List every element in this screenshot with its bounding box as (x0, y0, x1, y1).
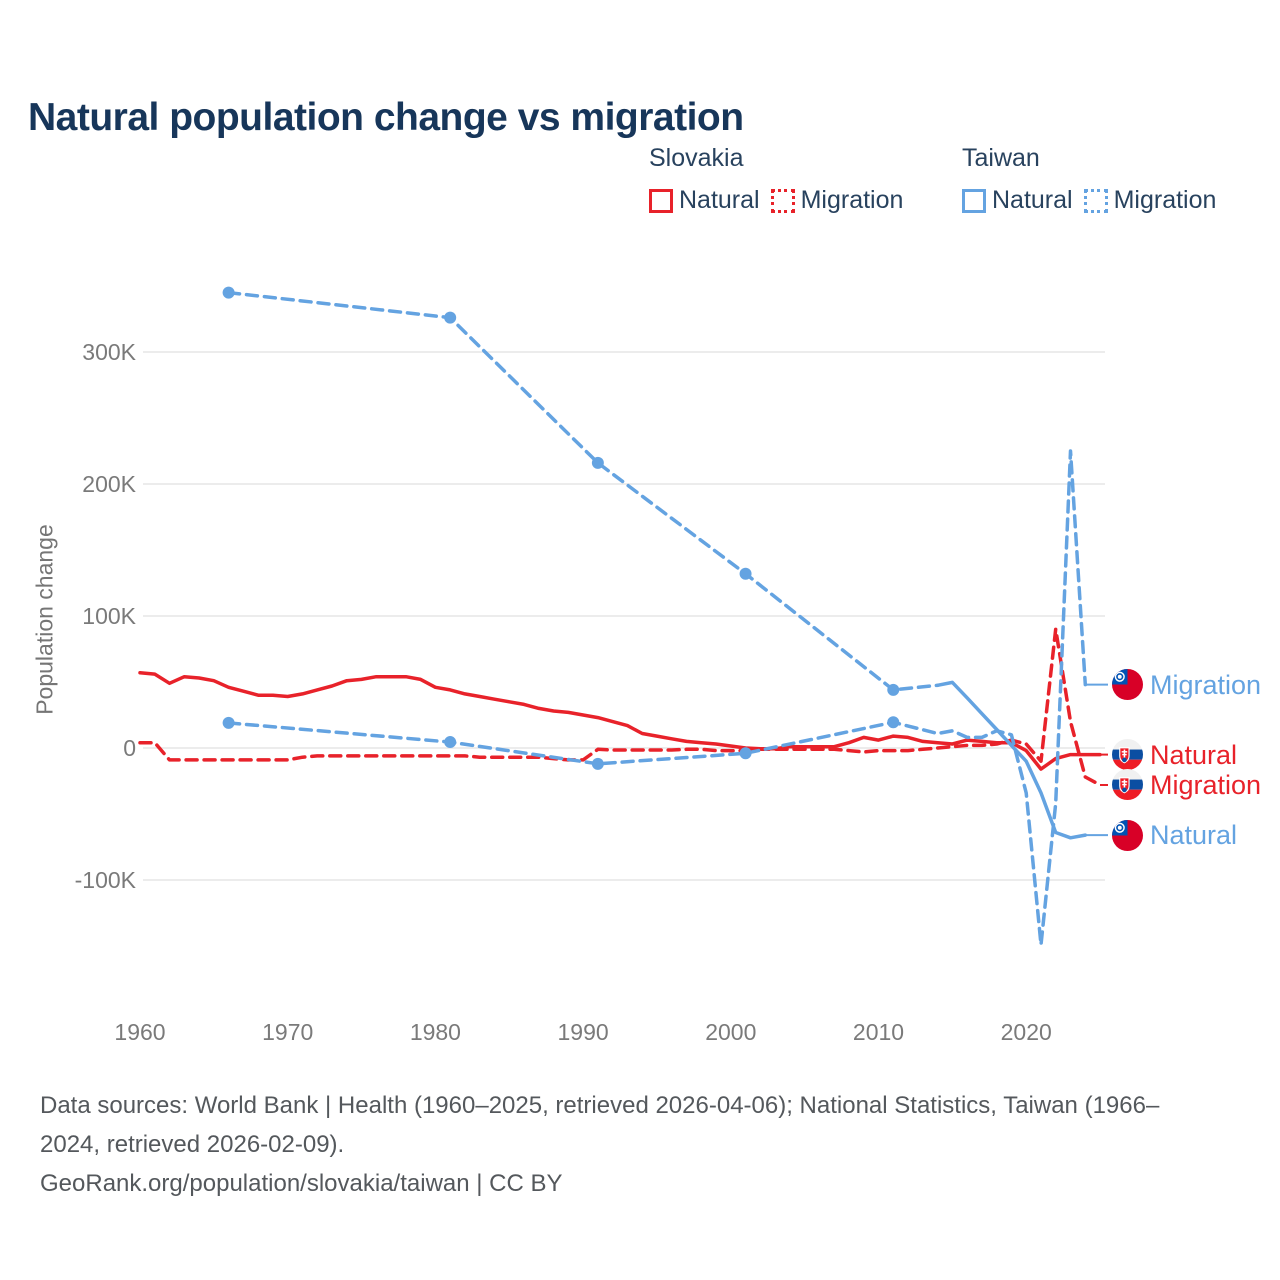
data-point-marker[interactable] (887, 716, 899, 728)
legend-group-name-taiwan: Taiwan (962, 144, 1040, 172)
series-end-label-taiwan-natural (1112, 819, 1237, 851)
series-end-label-text: Natural (1150, 820, 1238, 851)
data-point-marker[interactable] (592, 457, 604, 469)
footer-link[interactable]: GeoRank.org/population/slovakia/taiwan | CC BY (40, 1170, 563, 1197)
series-line-slovakia-migration[interactable] (140, 629, 1100, 785)
data-point-marker[interactable] (444, 312, 456, 324)
x-tick-label: 2010 (852, 1019, 905, 1045)
y-tick-label: -100K (74, 867, 136, 893)
footer-data-sources-line1: Data sources: World Bank | Health (1960–2025, retrieved 2026-04-06); National Statistics, Taiwan (1966– (40, 1092, 1160, 1119)
data-point-marker[interactable] (592, 758, 604, 770)
x-tick-label: 1990 (557, 1019, 609, 1045)
series-end-label-text: Natural (1150, 739, 1238, 770)
legend-group-name-slovakia: Slovakia (649, 144, 744, 172)
data-point-marker[interactable] (223, 287, 235, 299)
series-end-label-slovakia-natural (1112, 739, 1237, 771)
legend-item-label: Migration (800, 186, 904, 214)
series-line-taiwan-natural[interactable] (938, 682, 1086, 837)
series-end-label-text: Migration (1150, 669, 1262, 700)
data-point-marker[interactable] (223, 717, 235, 729)
legend-item-label: Migration (1113, 186, 1217, 214)
taiwan-flag-icon (1112, 669, 1143, 700)
series-end-label-taiwan-migration (1112, 669, 1261, 701)
series-end-label-slovakia-migration (1112, 769, 1261, 801)
data-point-marker[interactable] (887, 684, 899, 696)
slovakia-flag-icon (1112, 769, 1143, 800)
y-tick-label: 0 (123, 735, 136, 761)
taiwan-flag-icon (1112, 820, 1143, 851)
x-tick-label: 1980 (409, 1019, 461, 1045)
data-point-marker[interactable] (444, 736, 456, 748)
y-tick-label: 200K (82, 471, 136, 497)
series-end-label-text: Migration (1150, 769, 1262, 800)
footer-data-sources-line2: 2024, retrieved 2026-02-09). (40, 1131, 345, 1158)
data-point-marker[interactable] (740, 568, 752, 580)
legend-item-label: Natural (679, 186, 760, 214)
slovakia-flag-icon (1112, 739, 1143, 770)
x-tick-label: 2020 (1000, 1019, 1052, 1045)
x-tick-label: 1960 (114, 1019, 166, 1045)
x-tick-label: 2000 (705, 1019, 757, 1045)
series-line-taiwan-migration[interactable] (229, 451, 1086, 945)
footer (40, 1086, 1250, 1203)
y-tick-label: 100K (82, 603, 136, 629)
data-point-marker[interactable] (740, 747, 752, 759)
legend-item-label: Natural (992, 186, 1073, 214)
x-tick-label: 1970 (262, 1019, 314, 1045)
y-tick-label: 300K (82, 339, 136, 365)
page-title: Natural population change vs migration (28, 96, 744, 140)
y-axis-title: Population change (31, 524, 58, 715)
